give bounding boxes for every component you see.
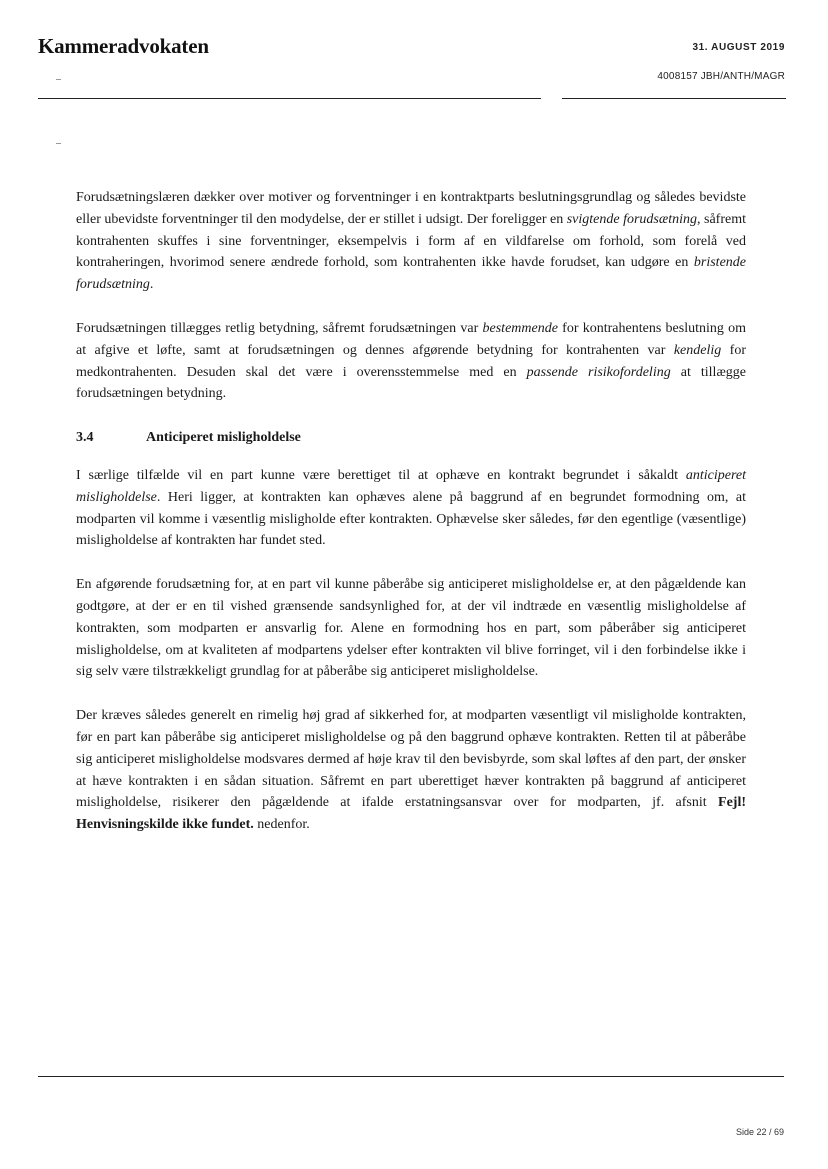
footer-rule (38, 1076, 784, 1077)
scan-speck (56, 79, 61, 80)
section-title: Anticiperet misligholdelse (146, 430, 301, 446)
logo: Kammeradvokaten (38, 34, 209, 58)
header-rule-left (38, 98, 541, 99)
scan-speck (56, 143, 61, 144)
header-rule-right (562, 98, 786, 99)
paragraph-afgoerende-forudsaetning: En afgørende forudsætning for, at en part vil kunne påberåbe sig anticiperet misligholdelse er, at den pågældende kan godtgøre, at der er en til vished grænsende sandsynlighed for, at der vil indtræde en væsentlig misligholdelse af kontrakten, som modparten er ansvarlig for. Alene en formodning hos en part, som påberåber sig anticiperet misligholdelse, om at kvaliteten af modpartens ydelser efter kontrakten vil blive forringet, vil i den forbindelse ikke i sig selv være tilstrækkeligt grundlag for at påberåbe sig anticiperet misligholdelse. (76, 577, 746, 680)
paragraph-sikkerhed: Der kræves således generelt en rimelig høj grad af sikkerhed for, at modparten væsentligt vil misligholde kontrakten, før en part kan påberåbe sig anticiperet misligholdelse og på den baggrund ophæve kontrakten. Retten til at påberåbe sig anticiperet misligholdelse modsvares dermed af høje krav til den bevisbyrde, som skal løftes af den part, der ønsker at hæve kontrakten i en sådan situation. Såfremt en part uberettiget hæver kontrakten på baggrund af anticiperet misligholdelse, risikerer den pågældende at ifalde erstatningsansvar over for modparten, jf. afsnit Fejl! Henvisningskilde ikke fundet. nedenfor. (76, 708, 746, 833)
document-date: 31. AUGUST 2019 (692, 42, 785, 53)
paragraph-forudsaetningslaere: Forudsætningslæren dækker over motiver og forventninger i en kontraktparts beslutningsgrundlag og således bevidste eller ubevidste forventninger til den modydelse, der er stillet i udsigt. Der foreligger en svigtende forudsætning, såfremt kontrahenten skuffes i sine forventninger, eksempelvis i form af en vildfarelse om forhold, som forelå ved kontraheringen, hvorimod senere ændrede forhold, som kontrahenten ikke havde forudset, kan udgøre en bristende forudsætning. (76, 190, 746, 293)
paragraph-retlig-betydning: Forudsætningen tillægges retlig betydning, såfremt forudsætningen var bestemmende for kontrahentens beslutning om at afgive et løfte, samt at forudsætningen og dennes afgørende betydning for kontrahenten var kendelig for medkontrahenten. Desuden skal det være i overensstemmelse med en passende risikofordeling at tillægge forudsætningen betydning. (76, 320, 746, 402)
section-heading (76, 427, 746, 449)
document-reference: 4008157 JBH/ANTH/MAGR (657, 71, 785, 82)
section-number: 3.4 (76, 430, 94, 446)
page-number: Side 22 / 69 (735, 1127, 784, 1137)
paragraph-anticiperet: I særlige tilfælde vil en part kunne være berettiget til at ophæve en kontrakt begrundet i såkaldt anticiperet misligholdelse. Heri ligger, at kontrakten kan ophæves alene på baggrund af en begrundet formodning om, at modparten vil komme i væsentlig misligholde efter kontrakten. Ophævelse sker således, før den egentlige (væsentlige) misligholdelse af kontrakten har fundet sted. (76, 467, 746, 549)
document-body (76, 187, 746, 858)
